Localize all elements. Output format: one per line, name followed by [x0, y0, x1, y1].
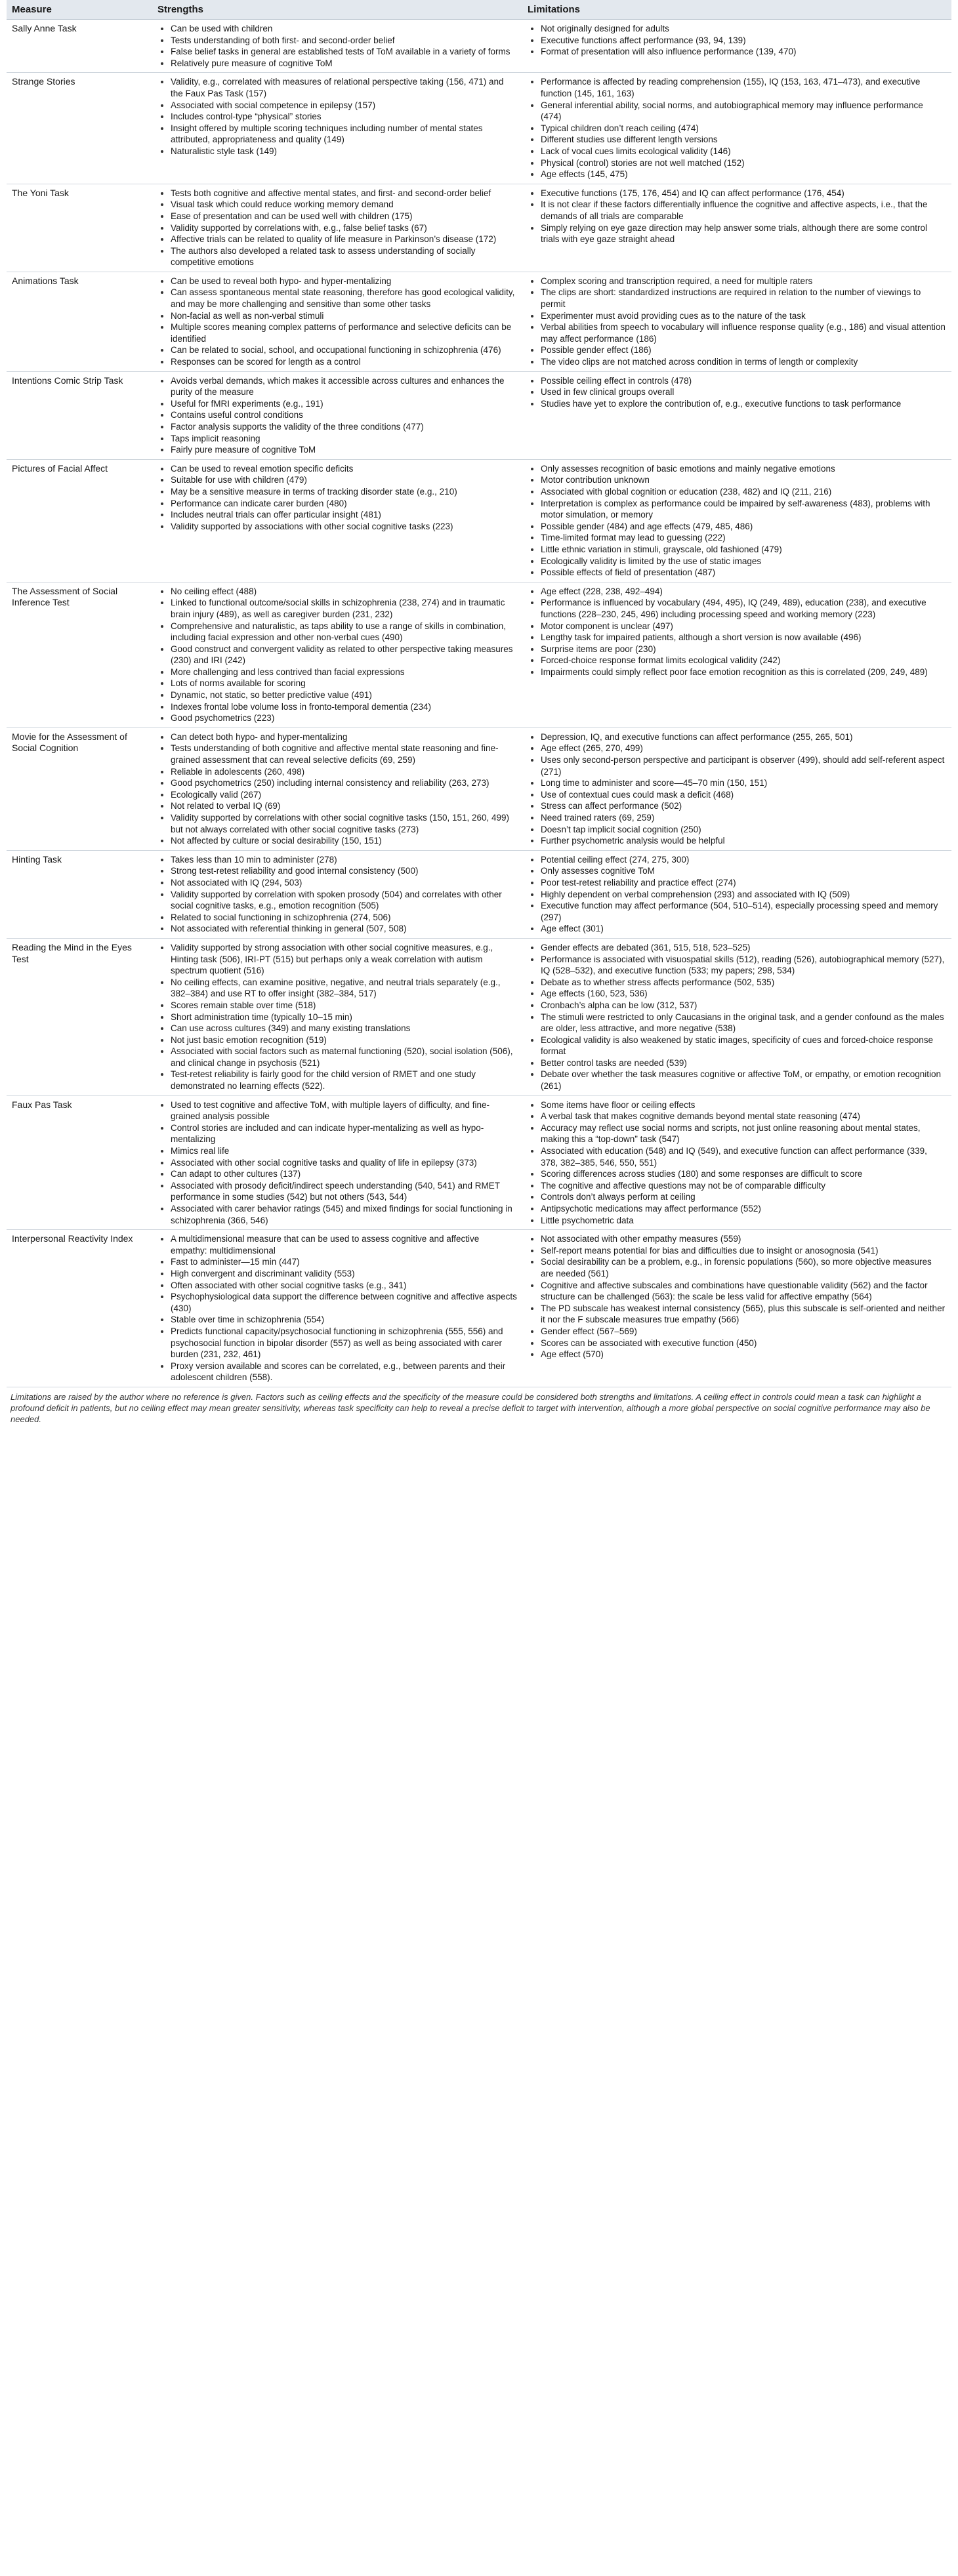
- strength-item: • The authors also developed a related task to assess understanding of socially competitive emotions: [171, 245, 517, 268]
- measures-table: [7, 0, 951, 1387]
- table-header: [7, 0, 951, 20]
- limitations-list: [528, 942, 946, 1092]
- strength-item: • Useful for fMRI experiments (e.g., 191): [171, 398, 517, 410]
- strength-item: • Naturalistic style task (149): [171, 146, 517, 157]
- limitation-item: • Debate as to whether stress affects performance (502, 535): [541, 977, 946, 989]
- limitation-item: • The video clips are not matched across condition in terms of length or complexity: [541, 356, 946, 368]
- strength-item: • Psychophysiological data support the difference between cognitive and affective aspects (430): [171, 1291, 517, 1314]
- limitations-cell: [522, 459, 951, 582]
- strength-item: • Can use across cultures (349) and many existing translations: [171, 1023, 517, 1034]
- strength-item: • Indexes frontal lobe volume loss in fronto-temporal dementia (234): [171, 701, 517, 713]
- limitation-item: • General inferential ability, social norms, and autobiographical memory may influence performance (474): [541, 100, 946, 123]
- strength-item: • Factor analysis supports the validity of the three conditions (477): [171, 421, 517, 433]
- strength-item: • Mimics real life: [171, 1145, 517, 1157]
- strength-item: • Associated with carer behavior ratings (545) and mixed findings for social functioning in schizophrenia (366, 546): [171, 1203, 517, 1226]
- limitation-item: • Surprise items are poor (230): [541, 644, 946, 655]
- table-page: [7, 0, 951, 1425]
- strength-item: • Tests both cognitive and affective mental states, and first- and second-order belief: [171, 188, 517, 199]
- measure-name: Reading the Mind in the Eyes Test: [7, 938, 152, 1095]
- table-row: [7, 371, 951, 459]
- table-row: [7, 582, 951, 727]
- limitation-item: • Verbal abilities from speech to vocabulary will influence response quality (e.g., 186) and visual attention may affect performance (186): [541, 321, 946, 344]
- measure-name: The Yoni Task: [7, 184, 152, 272]
- table-row: [7, 272, 951, 371]
- strength-item: • Associated with prosody deficit/indirect speech understanding (540, 541) and RMET performance in some studies (542) but not others (543, 544): [171, 1180, 517, 1203]
- limitation-item: • Controls don’t always perform at ceiling: [541, 1191, 946, 1203]
- strength-item: • Not associated with IQ (294, 503): [171, 877, 517, 889]
- strength-item: • Reliable in adolescents (260, 498): [171, 766, 517, 778]
- limitation-item: • Associated with global cognition or education (238, 482) and IQ (211, 216): [541, 486, 946, 498]
- measure-name: Hinting Task: [7, 850, 152, 938]
- strength-item: • Affective trials can be related to quality of life measure in Parkinson’s disease (172): [171, 234, 517, 245]
- limitation-item: • Forced-choice response format limits ecological validity (242): [541, 655, 946, 666]
- limitations-cell: [522, 938, 951, 1095]
- limitation-item: • Experimenter must avoid providing cues as to the nature of the task: [541, 310, 946, 322]
- strength-item: • No ceiling effect (488): [171, 586, 517, 598]
- limitation-item: • Motor contribution unknown: [541, 474, 946, 486]
- measure-name: The Assessment of Social Inference Test: [7, 582, 152, 727]
- strength-item: • Not affected by culture or social desirability (150, 151): [171, 835, 517, 847]
- strengths-list: [157, 1233, 517, 1383]
- limitations-list: [528, 463, 946, 579]
- limitation-item: • Not associated with other empathy measures (559): [541, 1233, 946, 1245]
- strength-item: • Can assess spontaneous mental state reasoning, therefore has good ecological validity, and may be more challenging and sensitive than some other tasks: [171, 287, 517, 310]
- table-row: [7, 1095, 951, 1230]
- limitation-item: • Self-report means potential for bias and difficulties due to insight or anosognosia (541): [541, 1245, 946, 1257]
- strength-item: • Performance can indicate carer burden (480): [171, 498, 517, 510]
- limitation-item: • The PD subscale has weakest internal consistency (565), plus this subscale is self-oriented and neither it nor the F subscale measures true empathy (566): [541, 1303, 946, 1326]
- strength-item: • May be a sensitive measure in terms of tracking disorder state (e.g., 210): [171, 486, 517, 498]
- limitation-item: • Possible gender effect (186): [541, 344, 946, 356]
- strength-item: • Validity supported by strong association with other social cognitive measures, e.g., Hinting task (506), IRI-PT (515) but perhaps only a weak correlation with autism spectrum quotient (516): [171, 942, 517, 977]
- strength-item: • Control stories are included and can indicate hyper-mentalizing as well as hypo-mentalizing: [171, 1122, 517, 1145]
- strengths-cell: [152, 272, 522, 371]
- limitation-item: • Highly dependent on verbal comprehension (293) and associated with IQ (509): [541, 889, 946, 901]
- strength-item: • Short administration time (typically 10–15 min): [171, 1012, 517, 1023]
- limitation-item: • Associated with education (548) and IQ (549), and executive function can affect performance (339, 378, 382–385, 546, 550, 551): [541, 1145, 946, 1168]
- limitations-list: [528, 188, 946, 245]
- strength-item: • Visual task which could reduce working memory demand: [171, 199, 517, 211]
- measure-name: Animations Task: [7, 272, 152, 371]
- limitation-item: • Long time to administer and score—45–70 min (150, 151): [541, 777, 946, 789]
- strengths-list: [157, 1099, 517, 1227]
- table-footnote: Limitations are raised by the author where no reference is given. Factors such as ceiling effects and the specificity of the measure could be considered both strengths and limitations. A ceiling effect in controls could mean a task can highlight a profound deficit in patients, but no ceiling effect may mean greater sensitivity, whereas task specificity can help to reveal a precise deficit to target with intervention, although a more global perspective on social cognitive performance may also be needed.: [10, 1391, 930, 1424]
- table-row: [7, 727, 951, 850]
- measure-name: Movie for the Assessment of Social Cognition: [7, 727, 152, 850]
- strength-item: • Validity, e.g., correlated with measures of relational perspective taking (156, 471) and the Faux Pas Task (157): [171, 76, 517, 99]
- strength-item: • High convergent and discriminant validity (553): [171, 1268, 517, 1280]
- strength-item: • Stable over time in schizophrenia (554): [171, 1314, 517, 1326]
- limitations-cell: [522, 582, 951, 727]
- strengths-cell: [152, 727, 522, 850]
- strength-item: • A multidimensional measure that can be used to assess cognitive and affective empathy: multidimensional: [171, 1233, 517, 1256]
- limitation-item: • Executive functions affect performance (93, 94, 139): [541, 35, 946, 47]
- limitations-cell: [522, 272, 951, 371]
- limitation-item: • Need trained raters (69, 259): [541, 812, 946, 824]
- strength-item: • Associated with social factors such as maternal functioning (520), social isolation (506), and clinical change in psychosis (521): [171, 1046, 517, 1069]
- limitation-item: • Performance is influenced by vocabulary (494, 495), IQ (249, 489), education (238), and executive functions (228–230, 245, 496) including processing speed and working memory (223): [541, 597, 946, 620]
- limitation-item: • Interpretation is complex as performance could be impaired by self-awareness (483), problems with motor simulation, or memory: [541, 498, 946, 521]
- limitation-item: • Stress can affect performance (502): [541, 800, 946, 812]
- strengths-cell: [152, 459, 522, 582]
- table-row: [7, 938, 951, 1095]
- limitation-item: • Possible gender (484) and age effects (479, 485, 486): [541, 521, 946, 533]
- table-body: [7, 20, 951, 1387]
- limitation-item: • Scores can be associated with executive function (450): [541, 1338, 946, 1349]
- limitation-item: • Lack of vocal cues limits ecological validity (146): [541, 146, 946, 157]
- limitations-cell: [522, 1230, 951, 1387]
- strength-item: • Can adapt to other cultures (137): [171, 1168, 517, 1180]
- strengths-cell: [152, 938, 522, 1095]
- limitation-item: • Physical (control) stories are not well matched (152): [541, 157, 946, 169]
- strength-item: • Validity supported by correlations with, e.g., false belief tasks (67): [171, 222, 517, 234]
- strength-item: • Can be used to reveal both hypo- and hyper-mentalizing: [171, 276, 517, 287]
- strengths-list: [157, 188, 517, 268]
- limitation-item: • Ecological validity is also weakened by static images, specificity of cues and forced-choice response format: [541, 1034, 946, 1057]
- strength-item: • Proxy version available and scores can be correlated, e.g., between parents and their adolescent children (558).: [171, 1360, 517, 1383]
- strength-item: • Not just basic emotion recognition (519): [171, 1034, 517, 1046]
- limitation-item: • Executive functions (175, 176, 454) and IQ can affect performance (176, 454): [541, 188, 946, 199]
- strength-item: • Comprehensive and naturalistic, as taps ability to use a range of skills in combination, including facial expression and other non-verbal cues (490): [171, 621, 517, 644]
- limitation-item: • Uses only second-person perspective and participant is observer (499), should add self-referent aspect (271): [541, 754, 946, 777]
- limitation-item: • Age effect (265, 270, 499): [541, 743, 946, 754]
- limitation-item: • Scoring differences across studies (180) and some responses are difficult to score: [541, 1168, 946, 1180]
- limitations-cell: [522, 371, 951, 459]
- limitation-item: • Simply relying on eye gaze direction may help answer some trials, although there are some control trials with eye gaze straight ahead: [541, 222, 946, 245]
- strength-item: • Includes neutral trials can offer particular insight (481): [171, 509, 517, 521]
- strengths-list: [157, 276, 517, 368]
- limitations-cell: [522, 1095, 951, 1230]
- limitations-list: [528, 375, 946, 410]
- limitation-item: • Time-limited format may lead to guessing (222): [541, 532, 946, 544]
- strength-item: • Multiple scores meaning complex patterns of performance and selective deficits can be identified: [171, 321, 517, 344]
- limitation-item: • The cognitive and affective questions may not be of comparable difficulty: [541, 1180, 946, 1192]
- limitations-cell: [522, 184, 951, 272]
- limitations-list: [528, 276, 946, 368]
- strengths-cell: [152, 371, 522, 459]
- strength-item: • Test-retest reliability is fairly good for the child version of RMET and one study demonstrated no learning effects (522).: [171, 1069, 517, 1092]
- limitation-item: • Better control tasks are needed (539): [541, 1057, 946, 1069]
- header-strengths: Strengths: [152, 0, 522, 20]
- limitation-item: • Age effect (228, 238, 492–494): [541, 586, 946, 598]
- table-row: [7, 459, 951, 582]
- strengths-list: [157, 586, 517, 724]
- limitation-item: • Use of contextual cues could mask a deficit (468): [541, 789, 946, 801]
- strength-item: • Takes less than 10 min to administer (278): [171, 854, 517, 866]
- limitations-list: [528, 731, 946, 847]
- measure-name: Pictures of Facial Affect: [7, 459, 152, 582]
- strength-item: • Often associated with other social cognitive tasks (e.g., 341): [171, 1280, 517, 1292]
- limitation-item: • Different studies use different length versions: [541, 134, 946, 146]
- strengths-list: [157, 942, 517, 1092]
- limitation-item: • Age effects (145, 475): [541, 169, 946, 180]
- limitation-item: • Potential ceiling effect (274, 275, 300): [541, 854, 946, 866]
- strength-item: • Insight offered by multiple scoring techniques including number of mental states attributed, appropriateness and quality (149): [171, 123, 517, 146]
- limitations-list: [528, 854, 946, 935]
- strength-item: • More challenging and less contrived than facial expressions: [171, 666, 517, 678]
- strength-item: • Suitable for use with children (479): [171, 474, 517, 486]
- table-row: [7, 850, 951, 938]
- limitation-item: • Gender effect (567–569): [541, 1326, 946, 1338]
- strength-item: • Predicts functional capacity/psychosocial functioning in schizophrenia (555, 556) and psychosocial function in bipolar disorder (557) as well as being associated with carer burden (231, 232, 461): [171, 1326, 517, 1360]
- limitations-cell: [522, 73, 951, 184]
- table-row: [7, 1230, 951, 1387]
- limitation-item: • Ecologically validity is limited by the use of static images: [541, 556, 946, 567]
- strength-item: • Validity supported by correlation with spoken prosody (504) and correlates with other social cognitive tasks, e.g., emotion recognition (505): [171, 889, 517, 912]
- measure-name: Strange Stories: [7, 73, 152, 184]
- strength-item: • Related to social functioning in schizophrenia (274, 506): [171, 912, 517, 924]
- limitations-list: [528, 586, 946, 678]
- limitation-item: • Antipsychotic medications may affect performance (552): [541, 1203, 946, 1215]
- measure-name: Sally Anne Task: [7, 20, 152, 73]
- strength-item: • Contains useful control conditions: [171, 409, 517, 421]
- strengths-list: [157, 375, 517, 456]
- strength-item: • Linked to functional outcome/social skills in schizophrenia (238, 274) and in traumatic brain injury (489), as well as caregiver burden (231, 232): [171, 597, 517, 620]
- table-row: [7, 20, 951, 73]
- limitation-item: • Cognitive and affective subscales and combinations have questionable validity (562) and the factor structure can be challenged (563): the scale be less valid for affective empathy (564): [541, 1280, 946, 1303]
- limitation-item: • Format of presentation will also influence performance (139, 470): [541, 46, 946, 58]
- limitation-item: • Doesn’t tap implicit social cognition (250): [541, 824, 946, 836]
- strength-item: • Good psychometrics (250) including internal consistency and reliability (263, 273): [171, 777, 517, 789]
- strengths-cell: [152, 1230, 522, 1387]
- measure-name: Intentions Comic Strip Task: [7, 371, 152, 459]
- strength-item: • Good construct and convergent validity as related to other perspective taking measures (230) and IRI (242): [171, 644, 517, 666]
- limitations-list: [528, 23, 946, 58]
- limitation-item: • The stimuli were restricted to only Caucasians in the original task, and a gender confound as the males are older, less attractive, and more negative (538): [541, 1012, 946, 1034]
- limitation-item: • A verbal task that makes cognitive demands beyond mental state reasoning (474): [541, 1111, 946, 1122]
- limitation-item: • Age effect (570): [541, 1349, 946, 1360]
- limitation-item: • Used in few clinical groups overall: [541, 386, 946, 398]
- strength-item: • Ease of presentation and can be used well with children (175): [171, 211, 517, 222]
- limitation-item: • Typical children don’t reach ceiling (474): [541, 123, 946, 134]
- strength-item: • Responses can be scored for length as a control: [171, 356, 517, 368]
- limitation-item: • It is not clear if these factors differentially influence the cognitive and affective aspects, i.e., that the demands of all trials are comparable: [541, 199, 946, 222]
- strength-item: • Relatively pure measure of cognitive ToM: [171, 58, 517, 70]
- strength-item: • Tests understanding of both cognitive and affective mental state reasoning and fine-grained assessment that can reveal selective deficits (69, 259): [171, 743, 517, 766]
- limitation-item: • Further psychometric analysis would be helpful: [541, 835, 946, 847]
- strength-item: • Validity supported by associations with other social cognitive tasks (223): [171, 521, 517, 533]
- table-row: [7, 73, 951, 184]
- measure-name: Faux Pas Task: [7, 1095, 152, 1230]
- strength-item: • Ecologically valid (267): [171, 789, 517, 801]
- limitations-cell: [522, 850, 951, 938]
- limitation-item: • Age effect (301): [541, 923, 946, 935]
- table-row: [7, 184, 951, 272]
- strengths-cell: [152, 20, 522, 73]
- strengths-cell: [152, 1095, 522, 1230]
- limitation-item: • Debate over whether the task measures cognitive or affective ToM, or empathy, or emotion recognition (261): [541, 1069, 946, 1092]
- limitation-item: • Only assesses recognition of basic emotions and mainly negative emotions: [541, 463, 946, 475]
- strength-item: • Strong test-retest reliability and good internal consistency (500): [171, 865, 517, 877]
- limitation-item: • Possible effects of field of presentation (487): [541, 567, 946, 579]
- limitation-item: • Lengthy task for impaired patients, although a short version is now available (496): [541, 632, 946, 644]
- strength-item: • Associated with other social cognitive tasks and quality of life in epilepsy (373): [171, 1157, 517, 1169]
- strengths-cell: [152, 850, 522, 938]
- strengths-cell: [152, 184, 522, 272]
- limitation-item: • Some items have floor or ceiling effects: [541, 1099, 946, 1111]
- limitation-item: • Depression, IQ, and executive functions can affect performance (255, 265, 501): [541, 731, 946, 743]
- strength-item: • Can detect both hypo- and hyper-mentalizing: [171, 731, 517, 743]
- limitation-item: • Studies have yet to explore the contribution of, e.g., executive functions to task performance: [541, 398, 946, 410]
- strength-item: • No ceiling effects, can examine positive, negative, and neutral trials separately (e.g., 382–384) and use RT to offer insight (382–384, 517): [171, 977, 517, 1000]
- limitation-item: • Little psychometric data: [541, 1215, 946, 1227]
- measure-name: Interpersonal Reactivity Index: [7, 1230, 152, 1387]
- limitation-item: • Gender effects are debated (361, 515, 518, 523–525): [541, 942, 946, 954]
- strength-item: • Fast to administer—15 min (447): [171, 1256, 517, 1268]
- strength-item: • Fairly pure measure of cognitive ToM: [171, 444, 517, 456]
- limitations-list: [528, 1233, 946, 1360]
- limitation-item: • Poor test-retest reliability and practice effect (274): [541, 877, 946, 889]
- limitations-list: [528, 1099, 946, 1227]
- strength-item: • Associated with social competence in epilepsy (157): [171, 100, 517, 112]
- strength-item: • Validity supported by correlations with other social cognitive tasks (150, 151, 260, 499) but not always correlated with other social cognitive tasks (273): [171, 812, 517, 835]
- limitation-item: • Not originally designed for adults: [541, 23, 946, 35]
- limitation-item: • Social desirability can be a problem, e.g., in forensic populations (560), so more objective measures are needed (561): [541, 1256, 946, 1279]
- strength-item: • Tests understanding of both first- and second-order belief: [171, 35, 517, 47]
- header-measure: Measure: [7, 0, 152, 20]
- limitation-item: • The clips are short: standardized instructions are required in relation to the number of viewings to permit: [541, 287, 946, 310]
- limitation-item: • Little ethnic variation in stimuli, grayscale, old fashioned (479): [541, 544, 946, 556]
- limitation-item: • Performance is affected by reading comprehension (155), IQ (153, 163, 471–473), and executive function (145, 161, 163): [541, 76, 946, 99]
- limitation-item: • Cronbach’s alpha can be low (312, 537): [541, 1000, 946, 1012]
- strength-item: • Can be used with children: [171, 23, 517, 35]
- strengths-list: [157, 854, 517, 935]
- strengths-list: [157, 23, 517, 69]
- limitation-item: • Impairments could simply reflect poor face emotion recognition as this is correlated (209, 249, 489): [541, 666, 946, 678]
- strength-item: • Not associated with referential thinking in general (507, 508): [171, 923, 517, 935]
- strengths-list: [157, 463, 517, 533]
- limitation-item: • Complex scoring and transcription required, a need for multiple raters: [541, 276, 946, 287]
- limitation-item: • Motor component is unclear (497): [541, 621, 946, 632]
- strength-item: • Not related to verbal IQ (69): [171, 800, 517, 812]
- limitation-item: • Age effects (160, 523, 536): [541, 988, 946, 1000]
- strength-item: • Non-facial as well as non-verbal stimuli: [171, 310, 517, 322]
- limitation-item: • Executive function may affect performance (504, 510–514), especially processing speed and memory (297): [541, 900, 946, 923]
- strength-item: • Can be related to social, school, and occupational functioning in schizophrenia (476): [171, 344, 517, 356]
- strengths-cell: [152, 582, 522, 727]
- limitations-cell: [522, 20, 951, 73]
- strength-item: • Dynamic, not static, so better predictive value (491): [171, 689, 517, 701]
- limitation-item: • Only assesses cognitive ToM: [541, 865, 946, 877]
- header-limitations: Limitations: [522, 0, 951, 20]
- strengths-cell: [152, 73, 522, 184]
- strength-item: • Used to test cognitive and affective ToM, with multiple layers of difficulty, and fine-grained analysis possible: [171, 1099, 517, 1122]
- strength-item: • Taps implicit reasoning: [171, 433, 517, 445]
- strength-item: • False belief tasks in general are established tests of ToM available in a variety of forms: [171, 46, 517, 58]
- limitation-item: • Performance is associated with visuospatial skills (512), reading (526), autobiographical memory (527), IQ (528–532), and executive function (533; my papers; 298, 534): [541, 954, 946, 977]
- strength-item: • Scores remain stable over time (518): [171, 1000, 517, 1012]
- strengths-list: [157, 76, 517, 157]
- strengths-list: [157, 731, 517, 847]
- strength-item: • Can be used to reveal emotion specific deficits: [171, 463, 517, 475]
- limitation-item: • Accuracy may reflect use social norms and scripts, not just online reasoning about mental states, making this a “top-down” task (547): [541, 1122, 946, 1145]
- strength-item: • Lots of norms available for scoring: [171, 678, 517, 689]
- strength-item: • Good psychometrics (223): [171, 712, 517, 724]
- limitations-cell: [522, 727, 951, 850]
- limitations-list: [528, 76, 946, 180]
- strength-item: • Avoids verbal demands, which makes it accessible across cultures and enhances the purity of the measure: [171, 375, 517, 398]
- strength-item: • Includes control-type “physical” stories: [171, 111, 517, 123]
- limitation-item: • Possible ceiling effect in controls (478): [541, 375, 946, 387]
